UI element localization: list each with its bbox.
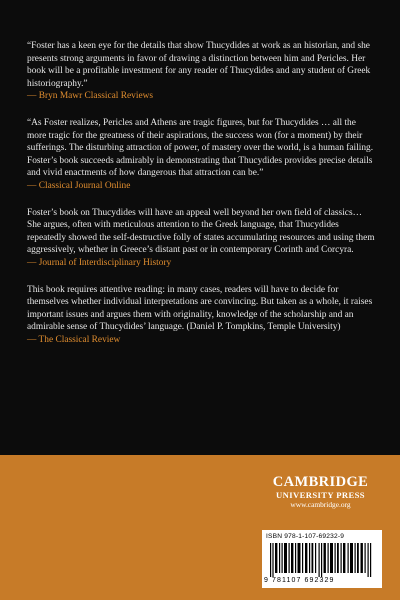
quote-text: Foster’s book on Thucydides will have an appeal well beyond her own field of classics… She argues, often with meticulous attention to the Greek language, that Thucydides repeatedly showed the self-destructive folly of states accumulating resources and using them aggressively, whether in Greece’s distant past or in contemporary Corinth and Corcyra.: [27, 207, 375, 256]
publisher-url: www.cambridge.org: [290, 500, 351, 509]
quote-source: — Classical Journal Online: [27, 180, 131, 191]
publisher-name: CAMBRIDGE: [272, 474, 369, 490]
publisher-subtitle: UNIVERSITY PRESS: [276, 490, 365, 500]
quote-source: — Bryn Mawr Classical Reviews: [27, 91, 154, 102]
quote-text: “Foster has a keen eye for the details that show Thucydides at work as an historian, and she presents strong arguments in favor of drawing a distinction between him and Pericles. Her book will be a profitable investment for any reader of Thucydides and any student of Greek historiography.”: [27, 41, 371, 89]
review-quote: [27, 207, 377, 270]
quote-source: — Journal of Interdisciplinary History: [27, 257, 172, 268]
review-quotes: [27, 40, 377, 360]
review-quote: [27, 40, 377, 103]
barcode-digits: 9 781107 692329: [264, 577, 335, 584]
quote-text: “As Foster realizes, Pericles and Athens are tragic figures, but for Thucydides … all the more tragic for the greatness of their aspirations, the success won (for a moment) by their sufferings. The disturbing attraction of power, of mastery over the world, is a human failing. Foster’s book succeeds admirably in demonstrating that Thucydides provides precise details and vivid enactments of how dangerous that attraction can be.”: [27, 117, 374, 179]
barcode-panel: [262, 530, 382, 588]
review-quote: [27, 284, 377, 347]
quote-source: — The Classical Review: [27, 334, 121, 345]
barcode-icon: [270, 543, 374, 577]
review-quote: [27, 117, 377, 193]
isbn-label: ISBN 978-1-107-69232-9: [266, 533, 345, 540]
quote-text: This book requires attentive reading: in many cases, readers will have to decide for themselves whether individual interpretations are convincing. But taken as a whole, it raises important issues and argues them with originality, knowledge of the scholarship and an admirable sense of Thucydides’ language. (Daniel P. Tompkins, Temple University): [27, 284, 373, 333]
publisher-logo: [258, 475, 383, 509]
